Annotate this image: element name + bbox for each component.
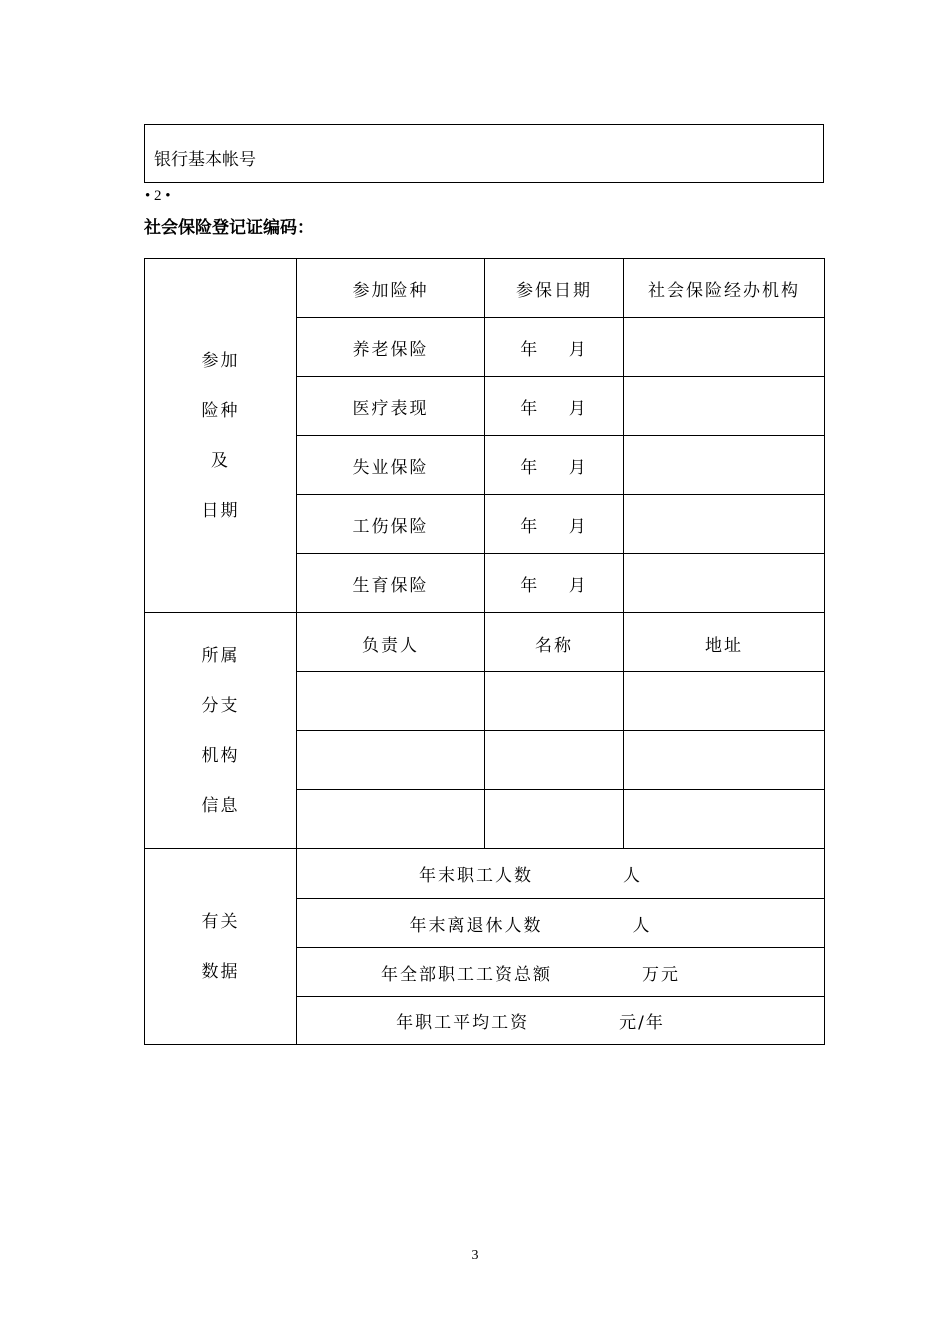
stats-unit: 人	[632, 915, 652, 936]
stats-unit: 人	[623, 866, 642, 886]
insurance-type: 养老保险	[297, 318, 485, 377]
row-label-line: 所属	[201, 645, 240, 666]
insurance-date[interactable]: 年 月	[485, 436, 624, 495]
row-label-line: 有关	[201, 911, 240, 932]
insurance-date[interactable]: 年 月	[485, 377, 624, 436]
insurance-type: 工伤保险	[297, 495, 485, 554]
branch-row-label	[145, 613, 297, 849]
stats-label: 年职工平均工资	[396, 1013, 530, 1033]
header-insurance-date: 参保日期	[485, 259, 624, 318]
bank-account-box	[144, 124, 824, 183]
stats-label: 年末离退休人数	[409, 915, 543, 936]
insurance-type: 失业保险	[297, 436, 485, 495]
header-branch-name: 名称	[485, 613, 624, 672]
insurance-agency[interactable]	[624, 436, 825, 495]
header-insurance-agency: 社会保险经办机构	[624, 259, 825, 318]
stats-label: 年末职工人数	[419, 866, 533, 886]
insurance-agency[interactable]	[624, 495, 825, 554]
insurance-type: 医疗表现	[297, 377, 485, 436]
insurance-agency[interactable]	[624, 377, 825, 436]
row-label-line: 信息	[201, 795, 240, 816]
branch-address-cell[interactable]	[624, 790, 825, 849]
insurance-date[interactable]: 年 月	[485, 495, 624, 554]
insurance-date[interactable]: 年 月	[485, 554, 624, 613]
stats-row-label	[145, 849, 297, 1045]
branch-head-cell[interactable]	[297, 672, 485, 731]
page-mark: • 2 •	[145, 188, 171, 204]
insurance-type: 生育保险	[297, 554, 485, 613]
branch-head-cell[interactable]	[297, 731, 485, 790]
header-branch-address: 地址	[624, 613, 825, 672]
branch-name-cell[interactable]	[485, 731, 624, 790]
row-label-line: 参加	[201, 350, 240, 371]
stats-unit: 元/年	[619, 1013, 665, 1033]
stats-unit: 万元	[642, 964, 680, 985]
row-label-line: 险种	[201, 400, 240, 421]
insurance-agency[interactable]	[624, 554, 825, 613]
section-title: 社会保险登记证编码：	[144, 218, 314, 238]
stats-label: 年全部职工工资总额	[381, 964, 552, 985]
stats-row[interactable]	[297, 849, 825, 899]
branch-name-cell[interactable]	[485, 790, 624, 849]
branch-name-cell[interactable]	[485, 672, 624, 731]
row-label-line: 机构	[201, 745, 240, 766]
insurance-agency[interactable]	[624, 318, 825, 377]
stats-row[interactable]	[297, 948, 825, 997]
header-branch-head: 负责人	[297, 613, 485, 672]
stats-row[interactable]	[297, 899, 825, 948]
row-label-line: 数据	[201, 961, 240, 982]
row-label-line: 及	[211, 450, 230, 471]
branch-head-cell[interactable]	[297, 790, 485, 849]
header-insurance-type: 参加险种	[297, 259, 485, 318]
page-number: 3	[471, 1248, 479, 1263]
insurance-row-label	[145, 259, 297, 613]
insurance-date[interactable]: 年 月	[485, 318, 624, 377]
stats-row[interactable]	[297, 997, 825, 1045]
row-label-line: 日期	[201, 500, 240, 521]
branch-address-cell[interactable]	[624, 672, 825, 731]
bank-account-label: 银行基本帐号	[154, 150, 256, 170]
registration-table	[144, 258, 825, 1045]
branch-address-cell[interactable]	[624, 731, 825, 790]
row-label-line: 分支	[201, 695, 240, 716]
